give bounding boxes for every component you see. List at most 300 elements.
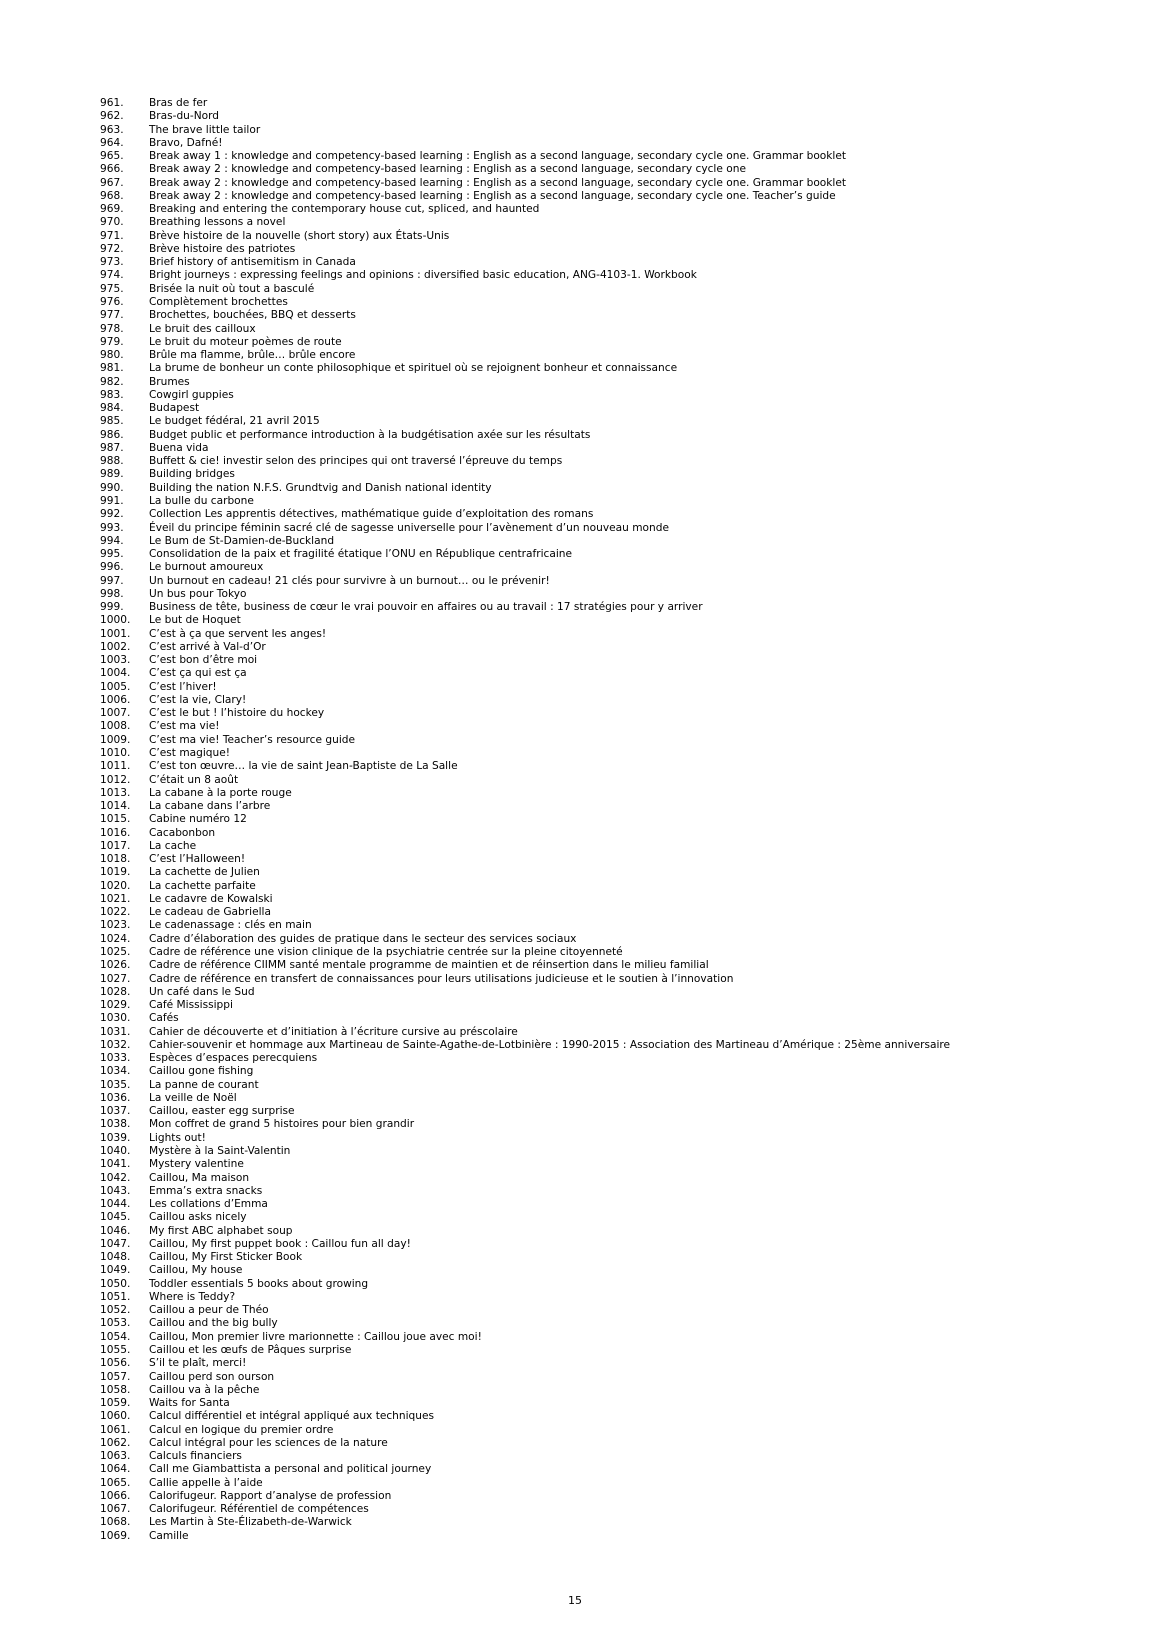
entry-number: 1024.: [100, 932, 131, 945]
list-item: [100, 256, 1140, 269]
entry-number: 1064.: [100, 1463, 131, 1476]
entry-number: 1000.: [100, 614, 131, 627]
list-item: [100, 986, 1140, 999]
entry-number: 1008.: [100, 720, 131, 733]
entry-number: 1068.: [100, 1516, 131, 1529]
list-item: [100, 946, 1140, 959]
entry-title: La cachette de Julien: [149, 866, 260, 879]
list-item: [100, 667, 1140, 680]
list-item: [100, 1132, 1140, 1145]
entry-number: 1014.: [100, 800, 131, 813]
entry-title: Brisée la nuit où tout a basculé: [149, 282, 315, 295]
entry-number: 1050.: [100, 1277, 131, 1290]
entry-number: 969.: [100, 203, 124, 216]
list-item: [100, 1357, 1140, 1370]
entry-title: C’est à ça que servent les anges!: [149, 627, 327, 640]
list-item: [100, 1145, 1140, 1158]
entry-number: 1031.: [100, 1025, 131, 1038]
entry-title: Calorifugeur. Référentiel de compétences: [149, 1503, 369, 1516]
list-item: [100, 1092, 1140, 1105]
list-item: [100, 283, 1140, 296]
entry-title: La cache: [149, 839, 197, 852]
list-item: [100, 1463, 1140, 1476]
list-item: [100, 694, 1140, 707]
list-item: [100, 522, 1140, 535]
entry-title: La brume de bonheur un conte philosophique et spirituel où se rejoignent bonheur et connaissance: [149, 362, 678, 375]
entry-title: Break away 1 : knowledge and competency-based learning : English as a second language, secondary cycle one. Grammar booklet: [149, 150, 847, 163]
entry-title: La bulle du carbone: [149, 494, 254, 507]
list-item: [100, 734, 1140, 747]
list-item: [100, 1079, 1140, 1092]
entry-title: La cabane dans l’arbre: [149, 800, 271, 813]
entry-title: Cacabonbon: [149, 826, 216, 839]
entry-number: 1030.: [100, 1012, 131, 1025]
entry-title: Complètement brochettes: [149, 295, 288, 308]
entry-title: Caillou and the big bully: [149, 1317, 278, 1330]
list-item: [100, 1530, 1140, 1543]
entry-title: Caillou, Ma maison: [149, 1171, 250, 1184]
list-item: [100, 1026, 1140, 1039]
entry-title: La cachette parfaite: [149, 879, 256, 892]
list-item: [100, 1225, 1140, 1238]
entry-number: 961.: [100, 97, 124, 109]
entry-title: Consolidation de la paix et fragilité étatique l’ONU en République centrafricaine: [149, 548, 573, 561]
list-item: [100, 893, 1140, 906]
entry-title: Café Mississippi: [149, 999, 233, 1012]
entry-number: 1069.: [100, 1529, 131, 1542]
entry-number: 1044.: [100, 1198, 131, 1211]
entry-title: Brève histoire de la nouvelle (short story) aux États-Unis: [149, 229, 450, 242]
list-item: [100, 150, 1140, 163]
entry-title: La cabane à la porte rouge: [149, 786, 292, 799]
entry-number: 1037.: [100, 1105, 131, 1118]
entry-title: Brief history of antisemitism in Canada: [149, 256, 356, 269]
entry-list: [100, 97, 1140, 1543]
entry-number: 991.: [100, 494, 124, 507]
entry-number: 1061.: [100, 1423, 131, 1436]
entry-title: Building the nation N.F.S. Grundtvig and Danish national identity: [149, 481, 492, 494]
entry-title: Break away 2 : knowledge and competency-based learning : English as a second language, secondary cycle one: [149, 163, 746, 176]
entry-title: Where is Teddy?: [149, 1290, 236, 1303]
list-item: [100, 999, 1140, 1012]
list-item: [100, 1397, 1140, 1410]
entry-number: 1046.: [100, 1224, 131, 1237]
entry-number: 1013.: [100, 786, 131, 799]
list-item: [100, 336, 1140, 349]
entry-number: 1029.: [100, 999, 131, 1012]
list-item: [100, 973, 1140, 986]
list-item: [100, 561, 1140, 574]
list-item: [100, 1304, 1140, 1317]
entry-title: Le cadeau de Gabriella: [149, 906, 271, 919]
entry-number: 966.: [100, 163, 124, 176]
list-item: [100, 588, 1140, 601]
list-item: [100, 216, 1140, 229]
entry-title: La panne de courant: [149, 1078, 259, 1091]
entry-title: Bras de fer: [149, 97, 208, 109]
list-item: [100, 827, 1140, 840]
entry-title: Cabine numéro 12: [149, 813, 247, 826]
entry-title: Break away 2 : knowledge and competency-based learning : English as a second language, secondary cycle one. Grammar booklet: [149, 176, 847, 189]
list-item: [100, 1331, 1140, 1344]
entry-number: 1058.: [100, 1383, 131, 1396]
list-item: [100, 177, 1140, 190]
entry-title: My first ABC alphabet soup: [149, 1224, 293, 1237]
entry-number: 1025.: [100, 946, 131, 958]
entry-number: 976.: [100, 295, 124, 308]
list-item: [100, 455, 1140, 468]
entry-title: C’est ton œuvre… la vie de saint Jean-Baptiste de La Salle: [149, 760, 458, 773]
entry-number: 992.: [100, 508, 124, 521]
entry-number: 985.: [100, 415, 124, 428]
list-item: [100, 548, 1140, 561]
list-item: [100, 880, 1140, 893]
list-item: [100, 296, 1140, 309]
entry-title: Calorifugeur. Rapport d’analyse de profession: [149, 1489, 392, 1502]
entry-number: 1007.: [100, 707, 131, 720]
entry-title: Bravo, Dafné!: [149, 136, 223, 149]
list-item: [100, 1410, 1140, 1423]
list-item: [100, 1052, 1140, 1065]
list-item: [100, 97, 1140, 110]
entry-title: C’est la vie, Clary!: [149, 693, 247, 706]
entry-title: Budget public et performance introduction à la budgétisation axée sur les résultats: [149, 428, 591, 441]
list-item: [100, 787, 1140, 800]
list-item: [100, 190, 1140, 203]
entry-number: 1002.: [100, 640, 131, 653]
entry-title: Calcul intégral pour les sciences de la nature: [149, 1436, 388, 1449]
entry-title: Caillou, My house: [149, 1264, 243, 1277]
entry-title: The brave little tailor: [149, 123, 261, 136]
entry-number: 1052.: [100, 1304, 131, 1317]
entry-title: Brochettes, bouchées, BBQ et desserts: [149, 309, 356, 322]
entry-number: 1028.: [100, 985, 131, 998]
entry-title: Camille: [149, 1529, 189, 1542]
entry-number: 967.: [100, 176, 124, 189]
entry-title: Calcul différentiel et intégral appliqué aux techniques: [149, 1410, 435, 1423]
entry-number: 1026.: [100, 959, 131, 972]
list-item: [100, 124, 1140, 137]
entry-number: 1003.: [100, 654, 131, 667]
entry-title: Emma’s extra snacks: [149, 1184, 263, 1197]
entry-number: 993.: [100, 521, 124, 534]
list-item: [100, 415, 1140, 428]
list-item: [100, 243, 1140, 256]
entry-number: 997.: [100, 574, 124, 587]
entry-number: 1032.: [100, 1038, 131, 1051]
entry-number: 1010.: [100, 747, 131, 760]
entry-title: Cahier de découverte et d’initiation à l’écriture cursive au préscolaire: [149, 1025, 518, 1038]
entry-title: Cadre de référence CIIMM santé mentale programme de maintien et de réinsertion dans le milieu familial: [149, 959, 709, 972]
entry-title: Mystère à la Saint-Valentin: [149, 1144, 291, 1157]
list-item: [100, 1065, 1140, 1078]
entry-number: 968.: [100, 189, 124, 202]
list-item: [100, 495, 1140, 508]
entry-title: Le Bum de St-Damien-de-Buckland: [149, 534, 335, 547]
entry-number: 996.: [100, 561, 124, 574]
entry-number: 1038.: [100, 1118, 131, 1131]
list-item: [100, 1384, 1140, 1397]
entry-title: Mon coffret de grand 5 histoires pour bien grandir: [149, 1118, 415, 1131]
list-item: [100, 1490, 1140, 1503]
entry-number: 973.: [100, 256, 124, 269]
entry-number: 978.: [100, 322, 124, 335]
entry-number: 983.: [100, 388, 124, 401]
entry-title: S’il te plaît, merci!: [149, 1357, 247, 1370]
entry-number: 998.: [100, 587, 124, 600]
entry-title: Toddler essentials 5 books about growing: [149, 1277, 369, 1290]
list-item: [100, 1105, 1140, 1118]
entry-title: Cadre de référence en transfert de connaissances pour leurs utilisations judicieuse et le soutien à l’innovation: [149, 972, 734, 985]
entry-title: Caillou, easter egg surprise: [149, 1105, 295, 1118]
entry-title: Calculs financiers: [149, 1450, 242, 1463]
entry-number: 980.: [100, 349, 124, 362]
entry-title: Les Martin à Ste-Élizabeth-de-Warwick: [149, 1516, 352, 1529]
entry-title: Brève histoire des patriotes: [149, 242, 296, 255]
entry-number: 1020.: [100, 879, 131, 892]
entry-number: 1023.: [100, 919, 131, 932]
list-item: [100, 774, 1140, 787]
list-item: [100, 1264, 1140, 1277]
list-item: [100, 1278, 1140, 1291]
list-item: [100, 919, 1140, 932]
list-item: [100, 376, 1140, 389]
list-item: [100, 1172, 1140, 1185]
entry-number: 1056.: [100, 1357, 131, 1370]
list-item: [100, 482, 1140, 495]
entry-title: C’est bon d’être moi: [149, 654, 258, 667]
list-item: [100, 853, 1140, 866]
entry-number: 1006.: [100, 693, 131, 706]
entry-number: 1036.: [100, 1091, 131, 1104]
list-item: [100, 1158, 1140, 1171]
list-item: [100, 163, 1140, 176]
entry-number: 1045.: [100, 1211, 131, 1224]
entry-title: Cowgirl guppies: [149, 388, 234, 401]
entry-number: 1027.: [100, 972, 131, 985]
entry-title: La veille de Noël: [149, 1091, 237, 1104]
entry-number: 1021.: [100, 892, 131, 905]
entry-title: Le bruit des cailloux: [149, 322, 256, 335]
entry-title: Le budget fédéral, 21 avril 2015: [149, 415, 320, 428]
entry-title: Le bruit du moteur poèmes de route: [149, 335, 342, 348]
entry-title: C’est arrivé à Val-d’Or: [149, 640, 266, 653]
list-item: [100, 137, 1140, 150]
list-item: [100, 1238, 1140, 1251]
entry-title: Mystery valentine: [149, 1158, 244, 1171]
entry-title: Cadre de référence une vision clinique de la psychiatrie centrée sur la pleine citoyenneté: [149, 946, 623, 958]
list-item: [100, 110, 1140, 123]
entry-title: Caillou perd son ourson: [149, 1370, 275, 1383]
list-item: [100, 1516, 1140, 1529]
list-item: [100, 959, 1140, 972]
entry-title: C’était un 8 août: [149, 773, 239, 786]
list-item: [100, 906, 1140, 919]
entry-number: 1054.: [100, 1330, 131, 1343]
entry-number: 1063.: [100, 1450, 131, 1463]
entry-title: Buena vida: [149, 441, 209, 454]
list-item: [100, 1118, 1140, 1131]
entry-number: 970.: [100, 216, 124, 229]
list-item: [100, 641, 1140, 654]
entry-title: Cahier-souvenir et hommage aux Martineau de Sainte-Agathe-de-Lotbinière : 1990-2015 : Association des Martineau d’Amérique : 25ème anniversaire: [149, 1038, 951, 1051]
list-item: [100, 1503, 1140, 1516]
entry-number: 988.: [100, 455, 124, 468]
entry-title: Brumes: [149, 375, 190, 388]
list-item: [100, 349, 1140, 362]
entry-number: 1011.: [100, 760, 131, 773]
list-item: [100, 1317, 1140, 1330]
entry-title: C’est l’Halloween!: [149, 853, 246, 866]
list-item: [100, 442, 1140, 455]
list-item: [100, 1371, 1140, 1384]
entry-title: Caillou asks nicely: [149, 1211, 247, 1224]
entry-number: 982.: [100, 375, 124, 388]
list-item: [100, 1039, 1140, 1052]
entry-title: Cafés: [149, 1012, 179, 1025]
entry-title: Un café dans le Sud: [149, 985, 255, 998]
entry-title: Le burnout amoureux: [149, 561, 264, 574]
list-item: [100, 1424, 1140, 1437]
page-number: 15: [568, 1594, 582, 1607]
entry-title: Business de tête, business de cœur le vrai pouvoir en affaires ou au travail : 17 stratégies pour y arriver: [149, 601, 703, 614]
entry-number: 1059.: [100, 1397, 131, 1410]
entry-number: 1060.: [100, 1410, 131, 1423]
entry-number: 989.: [100, 468, 124, 481]
list-item: [100, 747, 1140, 760]
entry-title: Le cadavre de Kowalski: [149, 892, 273, 905]
list-item: [100, 389, 1140, 402]
entry-number: 986.: [100, 428, 124, 441]
entry-number: 1001.: [100, 627, 131, 640]
entry-number: 963.: [100, 123, 124, 136]
entry-title: Breathing lessons a novel: [149, 216, 286, 229]
entry-title: C’est le but ! l’histoire du hockey: [149, 707, 325, 720]
entry-number: 1041.: [100, 1158, 131, 1171]
entry-title: Espèces d’espaces perecquiens: [149, 1052, 318, 1065]
entry-number: 1009.: [100, 733, 131, 746]
list-item: [100, 575, 1140, 588]
entry-title: C’est ma vie! Teacher’s resource guide: [149, 733, 356, 746]
entry-number: 977.: [100, 309, 124, 322]
entry-number: 1055.: [100, 1343, 131, 1356]
list-item: [100, 1012, 1140, 1025]
list-item: [100, 362, 1140, 375]
entry-number: 984.: [100, 402, 124, 415]
entry-number: 979.: [100, 335, 124, 348]
entry-title: Le cadenassage : clés en main: [149, 919, 312, 932]
entry-number: 981.: [100, 362, 124, 375]
entry-number: 995.: [100, 548, 124, 561]
entry-number: 1053.: [100, 1317, 131, 1330]
entry-number: 974.: [100, 269, 124, 282]
entry-number: 1049.: [100, 1264, 131, 1277]
entry-number: 975.: [100, 282, 124, 295]
list-item: [100, 402, 1140, 415]
entry-number: 1065.: [100, 1476, 131, 1489]
entry-number: 1042.: [100, 1171, 131, 1184]
list-item: [100, 429, 1140, 442]
list-item: [100, 760, 1140, 773]
list-item: [100, 508, 1140, 521]
entry-title: Caillou, My First Sticker Book: [149, 1251, 303, 1264]
entry-number: 1016.: [100, 826, 131, 839]
entry-title: Calcul en logique du premier ordre: [149, 1423, 334, 1436]
entry-number: 1018.: [100, 853, 131, 866]
entry-title: Callie appelle à l’aide: [149, 1476, 263, 1489]
entry-title: C’est l’hiver!: [149, 680, 217, 693]
list-item: [100, 601, 1140, 614]
entry-title: Building bridges: [149, 468, 235, 481]
list-item: [100, 840, 1140, 853]
entry-title: Caillou a peur de Théo: [149, 1304, 269, 1317]
entry-title: Budapest: [149, 402, 200, 415]
entry-title: Buffett & cie! investir selon des principes qui ont traversé l’épreuve du temps: [149, 455, 563, 468]
entry-title: C’est ma vie!: [149, 720, 220, 733]
entry-title: Cadre d’élaboration des guides de pratique dans le secteur des services sociaux: [149, 932, 577, 945]
list-item: [100, 933, 1140, 946]
entry-title: Bras-du-Nord: [149, 110, 220, 123]
entry-title: Caillou va à la pêche: [149, 1383, 260, 1396]
entry-title: Brûle ma flamme, brûle… brûle encore: [149, 349, 356, 362]
entry-number: 999.: [100, 601, 124, 614]
list-item: [100, 1477, 1140, 1490]
entry-number: 1048.: [100, 1251, 131, 1264]
entry-number: 990.: [100, 481, 124, 494]
list-item: [100, 813, 1140, 826]
list-item: [100, 1185, 1140, 1198]
entry-title: Bright journeys : expressing feelings and opinions : diversified basic education, ANG-4103-1. Workbook: [149, 269, 697, 282]
list-item: [100, 654, 1140, 667]
entry-number: 1035.: [100, 1078, 131, 1091]
entry-title: Caillou, Mon premier livre marionnette : Caillou joue avec moi!: [149, 1330, 482, 1343]
entry-title: Waits for Santa: [149, 1397, 230, 1410]
entry-number: 1066.: [100, 1489, 131, 1502]
entry-number: 1012.: [100, 773, 131, 786]
entry-title: Un burnout en cadeau! 21 clés pour survivre à un burnout… ou le prévenir!: [149, 574, 550, 587]
list-item: [100, 323, 1140, 336]
entry-title: Caillou, My first puppet book : Caillou fun all day!: [149, 1237, 411, 1250]
entry-number: 1005.: [100, 680, 131, 693]
list-item: [100, 1251, 1140, 1264]
entry-number: 1015.: [100, 813, 131, 826]
list-item: [100, 468, 1140, 481]
list-item: [100, 1344, 1140, 1357]
entry-number: 994.: [100, 534, 124, 547]
entry-number: 1017.: [100, 839, 131, 852]
entry-number: 1051.: [100, 1290, 131, 1303]
entry-number: 1022.: [100, 906, 131, 919]
entry-number: 1062.: [100, 1436, 131, 1449]
list-item: [100, 707, 1140, 720]
list-item: [100, 535, 1140, 548]
list-item: [100, 614, 1140, 627]
list-item: [100, 1437, 1140, 1450]
entry-title: Collection Les apprentis détectives, mathématique guide d’exploitation des romans: [149, 508, 594, 521]
entry-title: Éveil du principe féminin sacré clé de sagesse universelle pour l’avènement d’un nouveau monde: [149, 521, 669, 534]
entry-title: C’est ça qui est ça: [149, 667, 247, 680]
entry-number: 1067.: [100, 1503, 131, 1516]
entry-number: 1034.: [100, 1065, 131, 1078]
entry-number: 1047.: [100, 1237, 131, 1250]
list-item: [100, 628, 1140, 641]
entry-number: 965.: [100, 150, 124, 163]
entry-number: 971.: [100, 229, 124, 242]
entry-number: 1033.: [100, 1052, 131, 1065]
entry-title: C’est magique!: [149, 747, 231, 760]
entry-number: 1057.: [100, 1370, 131, 1383]
entry-number: 972.: [100, 242, 124, 255]
